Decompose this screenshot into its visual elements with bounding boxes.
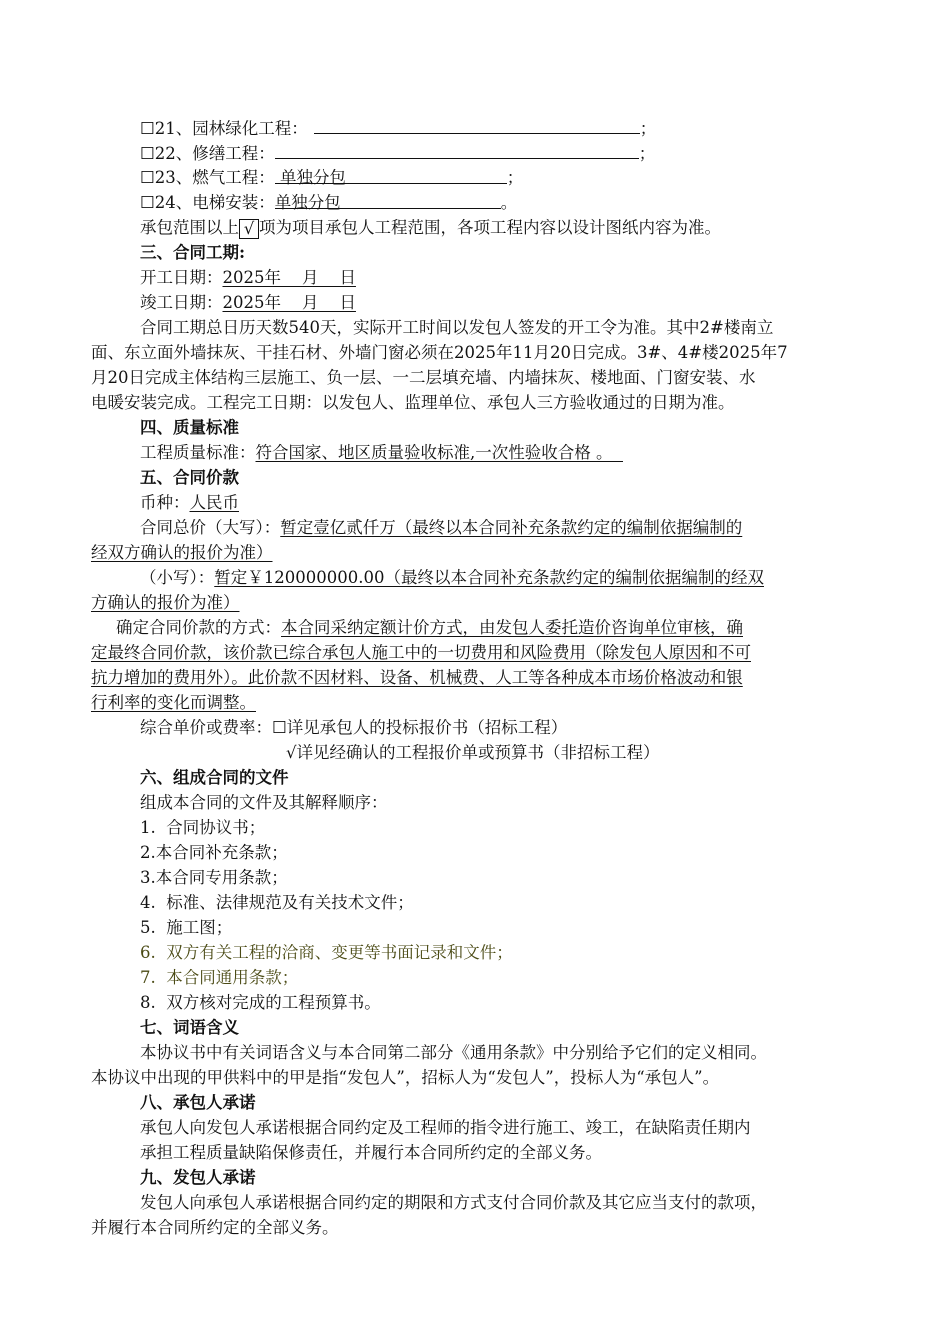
- end-date: 竣工日期：2025年 月 日: [140, 293, 356, 312]
- rate-option-1: 综合单价或费率：☐详见承包人的投标报价书（招标工程）: [140, 718, 568, 737]
- checkbox-icon: ☐: [140, 193, 155, 212]
- quality-standard: 工程质量标准：符合国家、地区质量验收标准,一次性验收合格 。: [140, 443, 613, 462]
- list-item: 4. 标准、法律规范及有关技术文件；: [140, 893, 414, 912]
- paragraph-line: 承包人向发包人承诺根据合同约定及工程师的指令进行施工、竣工，在缺陷责任期内: [140, 1118, 751, 1137]
- scope-item-24: ☐24、电梯安装：单独分包 。: [140, 193, 518, 212]
- list-item: 3.本合同专用条款；: [140, 868, 288, 887]
- list-item: 6. 双方有关工程的洽商、变更等书面记录和文件；: [140, 943, 513, 962]
- scope-item-21: ☐21、园林绿化工程： ；: [140, 119, 657, 138]
- paragraph-line: 发包人向承包人承诺根据合同约定的期限和方式支付合同价款及其它应当支付的款项，: [140, 1193, 767, 1212]
- docs-intro: 组成本合同的文件及其解释顺序：: [140, 793, 388, 812]
- check-mark-icon: √: [286, 743, 297, 762]
- start-date: 开工日期：2025年 月 日: [140, 268, 356, 287]
- price-method: 确定合同价款的方式：本合同采纳定额计价方式，由发包人委托造价咨询单位审核，确: [116, 618, 743, 637]
- list-item: 2.本合同补充条款；: [140, 843, 288, 862]
- checkbox-icon: ☐: [140, 144, 155, 163]
- checkbox-icon: ☐: [140, 119, 155, 138]
- list-item: 5. 施工图；: [140, 918, 233, 937]
- section-heading: 六、组成合同的文件: [140, 768, 289, 787]
- paragraph-line: 电暖安装完成。工程完工日期：以发包人、监理单位、承包人三方验收通过的日期为准。: [91, 393, 735, 412]
- list-item: 1. 合同协议书；: [140, 818, 266, 837]
- check-mark-icon: √: [239, 219, 259, 239]
- paragraph-line: 合同工期总日历天数540天，实际开工时间以发包人签发的开工令为准。其中2#楼南立: [140, 318, 774, 337]
- fill-value: 单独分包: [275, 193, 501, 209]
- total-price-words-cont: 经双方确认的报价为准）: [91, 543, 273, 562]
- currency: 币种：人民币: [140, 493, 239, 512]
- scope-note: 承包范围以上 √ 项为项目承包人工程范围，各项工程内容以设计图纸内容为准。: [140, 218, 721, 238]
- section-heading: 九、发包人承诺: [140, 1168, 256, 1187]
- paragraph-line: 并履行本合同所约定的全部义务。: [91, 1218, 339, 1237]
- list-item: 7. 本合同通用条款；: [140, 968, 299, 987]
- scope-item-22: ☐22、修缮工程： ；: [140, 144, 656, 163]
- section-heading: 四、质量标准: [140, 418, 239, 437]
- paragraph-line: 月20日完成主体结构三层施工、负一层、一二层填充墙、内墙抹灰、楼地面、门窗安装、水: [91, 368, 756, 387]
- scope-item-23: ☐23、燃气工程： 单独分包 ；: [140, 168, 524, 187]
- fill-blank: [314, 118, 640, 134]
- checkbox-icon: ☐: [272, 718, 287, 737]
- total-price-figures-cont: 方确认的报价为准）: [91, 593, 240, 612]
- total-price-words: 合同总价（大写）：暂定壹亿贰仟万（最终以本合同补充条款约定的编制依据编制的: [140, 518, 743, 537]
- section-heading: 五、合同价款: [140, 468, 239, 487]
- price-method-line: 抗力增加的费用外）。此价款不因材料、设备、机械费、人工等各种成本市场价格波动和银: [91, 668, 743, 687]
- paragraph-line: 面、东立面外墙抹灰、干挂石材、外墙门窗必须在2025年11月20日完成。3#、4#楼2025年7: [91, 343, 788, 362]
- section-heading: 七、词语含义: [140, 1018, 239, 1037]
- rate-option-2: √详见经确认的工程报价单或预算书（非招标工程）: [286, 743, 660, 762]
- list-item: 8. 双方核对完成的工程预算书。: [140, 993, 381, 1012]
- paragraph-line: 承担工程质量缺陷保修责任，并履行本合同所约定的全部义务。: [140, 1143, 602, 1162]
- total-price-figures: （小写）：暂定￥120000000.00（最终以本合同补充条款约定的编制依据编制的经双: [140, 568, 764, 587]
- fill-blank: [275, 143, 639, 159]
- paragraph-line: 本协议书中有关词语含义与本合同第二部分《通用条款》中分别给予它们的定义相同。: [140, 1043, 767, 1062]
- checkbox-icon: ☐: [140, 168, 155, 187]
- section-heading: 八、承包人承诺: [140, 1093, 256, 1112]
- price-method-line: 定最终合同价款，该价款已综合承包人施工中的一切费用和风险费用（除发包人原因和不可: [91, 643, 751, 662]
- fill-value: 单独分包: [275, 168, 507, 184]
- section-heading: 三、合同工期:: [140, 243, 246, 262]
- paragraph-line: 本协议中出现的甲供料中的甲是指“发包人”，招标人为“发包人”，投标人为“承包人”。: [91, 1068, 720, 1087]
- price-method-line: 行利率的变化而调整。: [91, 693, 256, 712]
